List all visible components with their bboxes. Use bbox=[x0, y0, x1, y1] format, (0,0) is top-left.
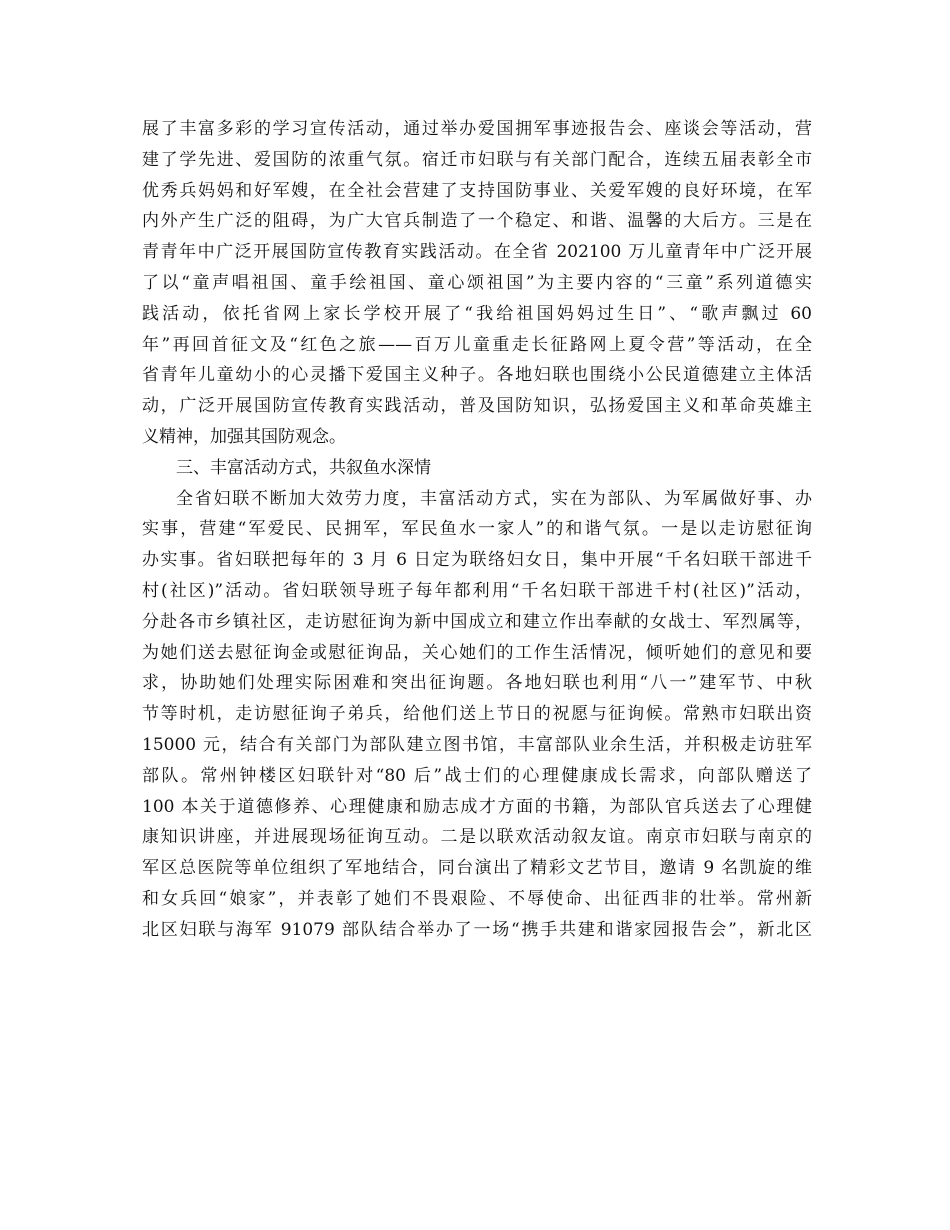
body-text-line: 内外产生广泛的阻碍，为广大官兵制造了一个稳定、和谐、温馨的大后方。三是在 bbox=[142, 211, 812, 232]
body-text-line: 100 本关于道德修养、心理健康和励志成才方面的书籍，为部队官兵送去了心理健 bbox=[142, 796, 812, 817]
body-text-line: 为她们送去慰征询金或慰征询品，关心她们的工作生活情况，倾听她们的意见和要 bbox=[142, 642, 812, 663]
body-text-line: 践活动，依托省网上家长学校开展了“我给祖国妈妈过生日”、“歌声飘过 60 bbox=[142, 303, 812, 324]
body-text-line: 节等时机，走访慰征询子弟兵，给他们送上节日的祝愿与征询候。常熟市妇联出资 bbox=[142, 704, 812, 725]
body-text-line: 北区妇联与海军 91079 部队结合举办了一场“携手共建和谐家园报告会”，新北区 bbox=[142, 919, 812, 940]
body-text-line: 和女兵回“娘家”，并表彰了她们不畏艰险、不辱使命、出征西非的壮举。常州新 bbox=[142, 888, 812, 909]
body-text-line: 优秀兵妈妈和好军嫂，在全社会营建了支持国防事业、关爱军嫂的良好环境，在军 bbox=[142, 180, 812, 201]
section-heading: 三、丰富活动方式，共叙鱼水深情 bbox=[176, 457, 431, 478]
body-text-line: 义精神，加强其国防观念。 bbox=[142, 426, 346, 447]
body-text-line: 分赴各市乡镇社区，走访慰征询为新中国成立和建立作出奉献的女战士、军烈属等， bbox=[142, 611, 812, 632]
body-text-line: 15000 元，结合有关部门为部队建立图书馆，丰富部队业余生活，并积极走访驻军 bbox=[142, 734, 812, 755]
body-text-line: 部队。常州钟楼区妇联针对“80 后”战士们的心理健康成长需求，向部队赠送了 bbox=[142, 765, 812, 786]
body-text-line: 省青年儿童幼小的心灵播下爱国主义种子。各地妇联也围绕小公民道德建立主体活 bbox=[142, 365, 812, 386]
body-text-line: 实事，营建“军爱民、民拥军，军民鱼水一家人”的和谐气氛。一是以走访慰征询 bbox=[142, 519, 812, 540]
body-text-line: 展了丰富多彩的学习宣传活动，通过举办爱国拥军事迹报告会、座谈会等活动，营 bbox=[142, 119, 812, 139]
body-text-line: 村(社区)”活动。省妇联领导班子每年都利用“千名妇联干部进千村(社区)”活动， bbox=[142, 580, 812, 601]
body-text-line: 军区总医院等单位组织了军地结合，同台演出了精彩文艺节目，邀请 9 名凯旋的维 bbox=[142, 858, 812, 879]
body-text-line: 康知识讲座，并进展现场征询互动。二是以联欢活动叙友谊。南京市妇联与南京的 bbox=[142, 827, 812, 848]
body-text-line: 动，广泛开展国防宣传教育实践活动，普及国防知识，弘扬爱国主义和革命英雄主 bbox=[142, 396, 812, 417]
body-text-line: 青青年中广泛开展国防宣传教育实践活动。在全省 202100 万儿童青年中广泛开展 bbox=[142, 242, 812, 263]
body-text-line: 全省妇联不断加大效劳力度，丰富活动方式，实在为部队、为军属做好事、办 bbox=[176, 488, 812, 509]
body-text-line: 求，协助她们处理实际困难和突出征询题。各地妇联也利用“八一”建军节、中秋 bbox=[142, 673, 812, 694]
body-text-line: 了以“童声唱祖国、童手绘祖国、童心颂祖国”为主要内容的“三童”系列道德实 bbox=[142, 272, 812, 293]
body-text-line: 年”再回首征文及“红色之旅——百万儿童重走长征路网上夏令营”等活动，在全 bbox=[142, 334, 812, 355]
body-text-line: 建了学先进、爱国防的浓重气氛。宿迁市妇联与有关部门配合，连续五届表彰全市 bbox=[142, 149, 812, 170]
body-text-line: 办实事。省妇联把每年的 3 月 6 日定为联络妇女日，集中开展“千名妇联干部进千 bbox=[142, 550, 812, 571]
document-body bbox=[142, 114, 812, 946]
